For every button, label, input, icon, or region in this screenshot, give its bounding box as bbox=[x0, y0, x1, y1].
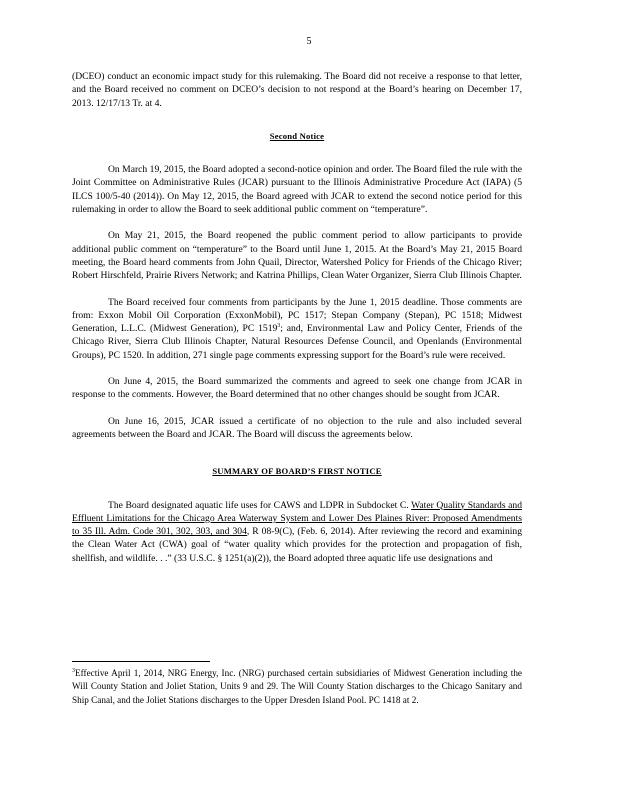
paragraph-may-21: On May 21, 2015, the Board reopened the public comment period to allow participants to provide additional public comment on “temperature” to the Board until June 1, 2015. At the Board’s May 21, 2015 Board meeting, the Board heard comments from John Quail, Director, Watershed Policy for Friends of the Chicago River; Robert Hirschfeld, Prairie Rivers Network; and Katrina Phillips, Clean Water Organizer, Sierra Club Illinois Chapter. bbox=[72, 230, 522, 282]
summary-text-part-2: , R 08-9(C), (Feb. 6, 2014). After reviewing the record and examining the Clean Water Act (CWA) goal of “water quality which provides for the protection and propagation of fish, shellfish, and wildlife. . .” (33 U.S.C. § 1251(a)(2)), the Board adopted three aquatic life use designations and bbox=[72, 526, 523, 564]
section-heading-summary-text: SUMMARY OF BOARD’S FIRST NOTICE bbox=[212, 466, 382, 477]
paragraph-june-4: On June 4, 2015, the Board summarized the comments and agreed to seek one change from JCAR in response to the comments. However, the Board determined that no other changes should be sought from JCAR. bbox=[72, 376, 522, 401]
section-heading-second-notice-text: Second Notice bbox=[269, 130, 325, 141]
footnote-reference: 3 bbox=[277, 323, 281, 330]
paragraph-june-16: On June 16, 2015, JCAR issued a certificate of no objection to the rule and also included several agreements between the Board and JCAR. The Board will discuss the agreements below. bbox=[72, 415, 522, 440]
page-number: 5 bbox=[306, 36, 312, 47]
case-title: Water Quality Standards and Effluent Limitations for the Chicago Area Waterway System and Lower Des Plaines River: Proposed Amendments to 35 Ill. Adm. Code 301, 302, 303, and 304 bbox=[72, 499, 522, 538]
document-body bbox=[72, 70, 522, 578]
footnote-text: Effective April 1, 2014, NRG Energy, Inc. (NRG) purchased certain subsidiaries of Midwest Generation including the Will County Station and Joliet Station, Units 9 and 29. The Will County Station discharges to the Chicago Sanitary and Ship Canal, and the Joliet Stations discharges to the Upper Dresden Island Pool. PC 1418 at 2. bbox=[72, 668, 522, 705]
summary-text-part-1: The Board designated aquatic life uses for CAWS and LDPR in Subdocket C. bbox=[108, 499, 412, 511]
footnote-marker: 3 bbox=[72, 668, 75, 674]
paragraph-comments-received bbox=[72, 296, 522, 362]
comments-text-part-2: ; and, Environmental Law and Policy Center, Friends of the Chicago River, Sierra Club Illinois Chapter, Natural Resources Defense Council, and Openlands (Environmental Groups), PC 1520. In addition, 271 single page comments expressing support for the Board’s rule were received. bbox=[72, 323, 523, 361]
paragraph-summary bbox=[72, 499, 522, 565]
intro-paragraph: (DCEO) conduct an economic impact study for this rulemaking. The Board did not receive a response to that letter, and the Board received no comment on DCEO’s decision to not respond at the Board’s hearing on December 17, 2013. 12/17/13 Tr. at 4. bbox=[72, 71, 522, 109]
paragraph-march-19: On March 19, 2015, the Board adopted a second-notice opinion and order. The Board filed the rule with the Joint Committee on Administrative Rules (JCAR) pursuant to the Illinois Administrative Procedure Act (IAPA) (5 ILCS 100/5-40 (2014)). On May 12, 2015, the Board agreed with JCAR to extend the second notice period for this rulemaking in order to allow the Board to seek additional public comment on “temperature”. bbox=[72, 164, 522, 216]
footnote-divider bbox=[72, 661, 210, 662]
section-heading-summary bbox=[72, 465, 522, 478]
section-heading-second-notice bbox=[72, 130, 522, 143]
footnote bbox=[72, 667, 522, 707]
comments-text-part-1: The Board received four comments from participants by the June 1, 2015 deadline. Those comments are from: Exxon Mobil Oil Corporation (ExxonMobil), PC 1517; Stepan Company (Stepan), PC 1518; Midwest Generation, L.L.C. (Midwest Generation), PC 1519 bbox=[72, 296, 522, 335]
